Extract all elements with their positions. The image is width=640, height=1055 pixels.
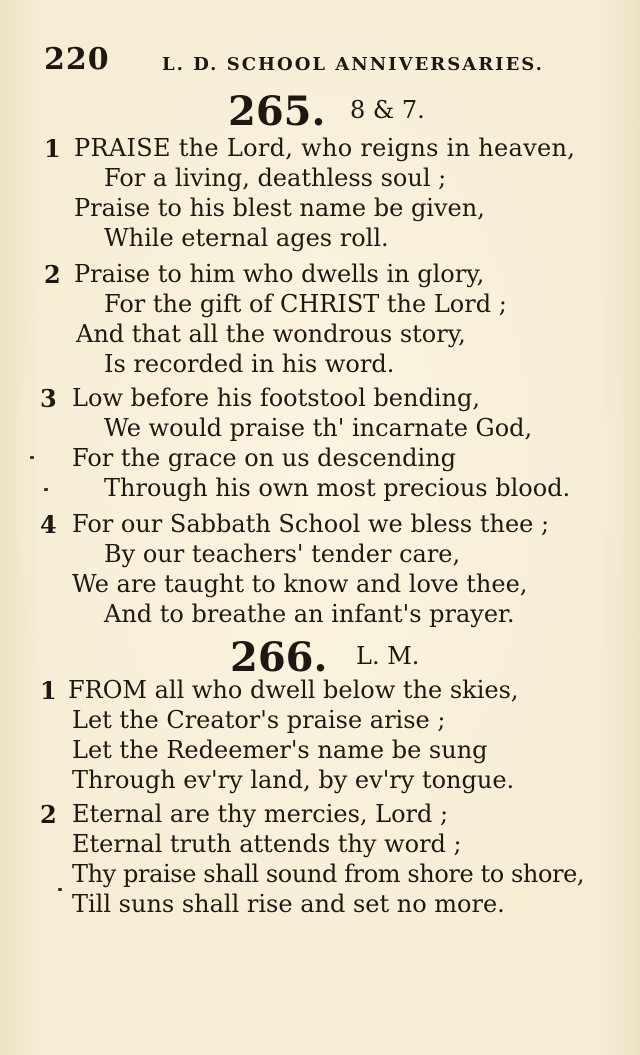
verse-line: While eternal ages roll.: [104, 224, 389, 252]
verse-line: For our Sabbath School we bless thee ;: [72, 510, 550, 538]
verse-line: Let the Redeemer's name be sung: [72, 736, 488, 764]
verse-number: 4: [40, 510, 57, 539]
hymn-meter: L. M.: [356, 642, 420, 670]
running-title: L. D. SCHOOL ANNIVERSARIES.: [162, 54, 544, 75]
page-number: 220: [44, 42, 110, 77]
verse-line: For the grace on us descending: [72, 444, 457, 472]
verse-line: For the gift of CHRIST the Lord ;: [104, 290, 507, 318]
verse-line: And that all the wondrous story,: [76, 320, 466, 348]
verse-number: 1: [40, 676, 57, 705]
verse-line: FROM all who dwell below the skies,: [68, 676, 519, 704]
verse-line: We would praise th' incarnate God,: [104, 414, 533, 442]
page-blemish: [44, 488, 48, 491]
verse-line: Is recorded in his word.: [104, 350, 395, 378]
verse-line: By our teachers' tender care,: [104, 540, 461, 568]
page-blemish: [30, 456, 34, 459]
page-header: [44, 42, 604, 82]
hymn-number: 265.: [228, 88, 326, 135]
verse-line: Till suns shall rise and set no more.: [72, 890, 505, 918]
verse-line: For a living, deathless soul ;: [104, 164, 447, 192]
verse-line: Eternal truth attends thy word ;: [72, 830, 462, 858]
verse-line: Through ev'ry land, by ev'ry tongue.: [72, 766, 515, 794]
hymn-number: 266.: [230, 634, 328, 681]
verse-line: And to breathe an infant's prayer.: [104, 600, 515, 628]
verse-line: Eternal are thy mercies, Lord ;: [72, 800, 449, 828]
verse-line: Low before his footstool bending,: [72, 384, 480, 412]
verse-line: We are taught to know and love thee,: [72, 570, 528, 598]
verse-number: 3: [40, 384, 57, 413]
page-blemish: [58, 888, 62, 891]
verse-line: Let the Creator's praise arise ;: [72, 706, 446, 734]
verse-line: Thy praise shall sound from shore to shore,: [72, 860, 585, 888]
verse-number: 1: [44, 134, 61, 163]
verse-number: 2: [44, 260, 61, 289]
verse-line: Through his own most precious blood.: [104, 474, 571, 502]
verse-line: Praise to him who dwells in glory,: [74, 260, 485, 288]
verse-line: PRAISE the Lord, who reigns in heaven,: [74, 134, 576, 162]
verse-number: 2: [40, 800, 57, 829]
verse-line: Praise to his blest name be given,: [74, 194, 485, 222]
hymn-meter: 8 & 7.: [350, 96, 425, 124]
